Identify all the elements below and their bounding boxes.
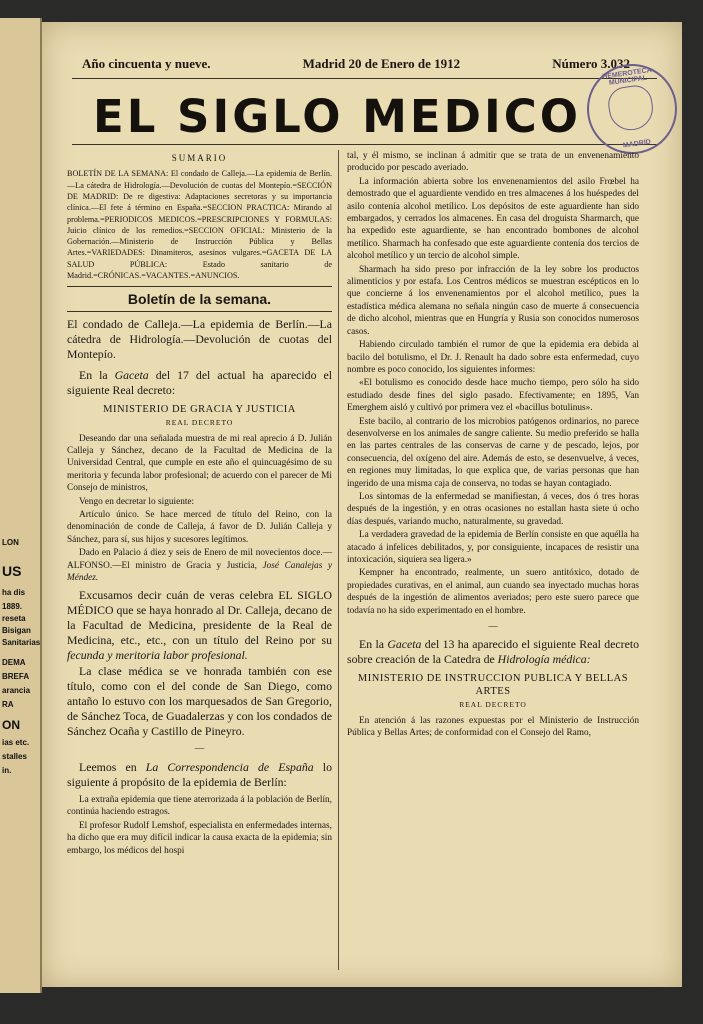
section-subtitle: El condado de Calleja.—La epidemia de Berlín.—La cátedra de Hidrología.—Devolución de cuotas del Montepío. <box>67 316 332 361</box>
divider <box>72 78 657 79</box>
year-label: Año cincuenta y nueve. <box>82 56 211 71</box>
section-heading: Boletín de la semana. <box>127 291 272 308</box>
column-right: tal, y él mismo, se inclinan á admitir que se trata de un envenenamiento producido por pescado averiado. La información abierta sobre los envenenamientos del asilo Frœbel ha demostrado que el aguardiente vendido en tres almacenes á los huéspedes del asilo contenía alcohol metílico. Los depósitos de este aguardiente han sido embargados, y cerrados los almacenes. En casa del droguista Sharmarch, que ha expedido este aguardiente, se han encontrado bombones de alcohol metílico. Sharmach ha confesado que este aguardiente contenía dos tercios de alcohol metílico y un tercio de alcohol simple. Sharmach ha sido preso por infracción de la ley sobre los productos alimenticios y por estafa. Los Centros médicos se muestran escépticos en lo que concierne á los envenenamientos por el alcohol metílico, pues la estadística médica alemana no señala ningún caso de muerte á consecuencia de dicho alcohol, mientras que en Hungría y Rusia son conocidos numerosos casos. Habiendo circulado también el rumor de que la epidemia era debida al bacilo del botulismo, el Dr. J. Renault ha dado sobre esta enfermedad, cuyo nombre es poco conocido, los siguientes informes: «El botulismo es conocido desde hace mucho tiempo, pero sólo ha sido estudiado desde fines del siglo pasado. Efectivamente; en 1895, Van Emerghem aisló y cultivó por primera vez el «bacillus botulinus». Este bacilo, al contrario de los microbios patógenos ordinarios, no parece desenvolverse en los animales de sangre caliente. Su medio preferido se halla en las partes centrales de las conservas de carne y de pescado, lejos, por consecuencia, del oxígeno del aire. Además de esto, se desenvuelve, á veces, en regiones muy limitadas, lo que explica que, de varias personas que han ingerido de una misma caja de conserva, no todas se hayan contagiado. Los síntomas de la enfermedad se manifiestan, á veces, dos ó tres horas después de la ingestión, y en otras ocasiones no estallan hasta siete ú ocho días después, variando mucho, naturalmente, su gravedad. La verdadera gravedad de la epidemia de Berlín consiste en que aquélla ha atacado á infelices debilitados, y, por consiguiente, incapaces de resistir una intoxicación, siquiera sea ligera.» Kempner ha encontrado, realmente, un suero antitóxico, dotado de propiedades curativas, en el animal, aun cuando sea inyectado muchas horas después de la ingestión de alimentos averiados; pero este suero parece que todavía no ha sido experimentado en el hombre. — En la Gaceta del 13 ha aparecido el siguiente Real decreto sobre creación de la Catedra de Hidrología médica: MINISTERIO DE INSTRUCCION PUBLICA Y BELLAS ARTES REAL DECRETO En atención á las razones expuestas por el Ministerio de Instrucción Pública y Bellas Artes; de conformidad con el Consejo del Ramo, <box>347 151 639 739</box>
fragment: stalles <box>2 752 27 761</box>
divider <box>67 311 332 312</box>
summary-title: SUMARIO <box>171 153 228 163</box>
fragment: US <box>2 563 22 579</box>
masthead-info <box>82 56 630 72</box>
fragment: Bisigan <box>2 626 31 635</box>
fragment: LON <box>2 538 19 547</box>
fragment: BREFA <box>2 672 30 681</box>
summary-text: BOLETÍN DE LA SEMANA: El condado de Calleja.—La epidemia de Berlín.—La cátedra de Hidrología.—Devolución de cuotas del Montepío.=SECCIÓN DE MADRID: De re digestiva: Adaptaciones secretoras y su importancia clínica.—El fete á término en España.=SECCION PRACTICA: Mirando al problema.=PERIODICOS MEDICOS.=PRESCRIPCIONES Y FORMULAS: Juicio clínico de los remedios.=SECCION OFICIAL: Ministerio de la Gobernación.—Ministerio de Instrucción Pública y Bellas Artes.=VARIEDADES: Dinamiteros, asesinos vulgares.=GACETA DE LA SALUD PÚBLICA: Estado sanitario de Madrid.=CRÓNICAS.=VACANTES.=ANUNCIOS. <box>67 169 332 281</box>
paragraph: En la Gaceta del 13 ha aparecido el siguiente Real decreto sobre creación de la Catedra de Hidrología médica: <box>347 637 639 667</box>
fragment: reseta <box>2 614 26 623</box>
adjacent-page-strip <box>0 18 42 993</box>
fragment: ias etc. <box>2 738 30 747</box>
column-left: SUMARIO BOLETÍN DE LA SEMANA: El condado de Calleja.—La epidemia de Berlín.—La cátedra de Hidrología.—Devolución de cuotas del Montepío.=SECCIÓN DE MADRID: De re digestiva: Adaptaciones secretoras y su importancia clínica.—El fete á término en España.=SECCION PRACTICA: Mirando al problema.=PERIODICOS MEDICOS.=PRESCRIPCIONES Y FORMULAS: Juicio clínico de los remedios.=SECCION OFICIAL: Ministerio de la Gobernación.—Ministerio de Instrucción Pública y Bellas Artes.=VARIEDADES: Dinamiteros, asesinos vulgares.=GACETA DE LA SALUD PÚBLICA: Estado sanitario de Madrid.=CRÓNICAS.=VACANTES.=ANUNCIOS. Boletín de la semana. El condado de Calleja.—La epidemia de Berlín.—La cátedra de Hidrología.—Devolución de cuotas del Montepío. En la Gaceta del 17 del actual ha aparecido el siguiente Real decreto: MINISTERIO DE GRACIA Y JUSTICIA REAL DECRETO Deseando dar una señalada muestra de mi real aprecio á D. Julián Calleja y Sánchez, decano de la Facultad de Medicina de la Universidad Central, que cumple en este año el quincuagésimo de su meritoria y fecunda labor profesional; de acuerdo con el parecer de Mi Consejo de ministros, Vengo en decretar lo siguiente: Artículo único. Se hace merced de título del Reino, con la denominación de conde de Calleja, á favor de D. Julián Calleja y Sánchez, para sí, sus hijos y sucesores legítimos. Dado en Palacio á diez y seis de Enero de mil novecientos doce.—ALFONSO.—El ministro de Gracia y Justicia, José Canalejas y Méndez. Excusamos decir cuán de veras celebra EL SIGLO MÉDICO que se haya honrado al Dr. Calleja, decano de la Facultad de Medicina, presidente de la Real de Medicina, etc., etc., con un título del Reino por su fecunda y meritoria labor profesional. La clase médica se ve honrada también con ese título, como con el del conde de San Diego, como antaño lo estuvo con los marquesados de San Gregorio, de Sánchez Toca, de Guadalerzas y con los condados de Sánchez Ocaña y Castillo de Pineyro. — Leemos en La Correspondencia de España lo siguiente á propósito de la epidemia de Berlín: La extraña epidemia que tiene aterrorizada á la población de Berlín, continúa haciendo estragos. El profesor Rudolf Lemshof, especialista en enfermedades internas, ha dicho que era muy difícil indicar la causa exacta de la epidemia; sin embargo, los médicos del hospi <box>67 153 333 856</box>
fragment: RA <box>2 700 14 709</box>
paragraph: Excusamos decir cuán de veras celebra EL SIGLO MÉDICO que se haya honrado al Dr. Calleja, decano de la Facultad de Medicina, presidente de la Real de Medicina, etc., etc., con un título del Reino por su fecunda y meritoria labor profesional. La clase médica se ve honrada también con ese título, como con el del conde de San Diego, como antaño lo estuvo con los marquesados de San Gregorio, de Sánchez Toca, de Guadalerzas y con los condados de Sánchez Ocaña y Castillo de Pineyro. <box>67 588 333 739</box>
paragraph: En la Gaceta del 17 del actual ha aparecido el siguiente Real decreto: <box>67 367 332 397</box>
article-body: tal, y él mismo, se inclinan á admitir que se trata de un envenenamiento producido por pescado averiado. La información abierta sobre los envenenamientos del asilo Frœbel ha demostrado que el aguardiente vendido en tres almacenes á los huéspedes del asilo contenía alcohol metílico. Los depósitos de este aguardiente han sido embargados, y cerrados los almacenes. En casa del droguista Sharmarch, que ha expedido este aguardiente, se han encontrado bombones de alcohol metílico. Sharmach ha confesado que este aguardiente contenía dos tercios de alcohol metílico y un tercio de alcohol simple. Sharmach ha sido preso por infracción de la ley sobre los productos alimenticios y por estafa. Los Centros médicos se muestran escépticos en lo que concierne á los envenenamientos por el alcohol metílico, pues la estadística médica alemana no señala ningún caso de muerte á consecuencia de dicho alcohol, mientras que en Hungría y Rusia son conocidos numerosos casos. Habiendo circulado también el rumor de que la epidemia era debida al bacilo del botulismo, el Dr. J. Renault ha dado sobre esta enfermedad, cuyo nombre es poco conocido, los siguientes informes: «El botulismo es conocido desde hace mucho tiempo, pero sólo ha sido estudiado desde fines del siglo pasado. Efectivamente; en 1895, Van Emerghem aisló y cultivó por primera vez el «bacillus botulinus». Este bacilo, al contrario de los microbios patógenos ordinarios, no parece desenvolverse en los animales de sangre caliente. Su medio preferido se halla en las partes centrales de las conservas de carne y de pescado, lejos, por consecuencia, del oxígeno del aire. Además de esto, se desenvuelve, á veces, en regiones muy limitadas, lo que explica que, de varias personas que han ingerido de una misma caja de conserva, no todas se hayan contagiado. Los síntomas de la enfermedad se manifiestan, á veces, dos ó tres horas después de la ingestión, y en otras ocasiones no estallan hasta siete ú ocho días después, variando mucho, naturalmente, su gravedad. La verdadera gravedad de la epidemia de Berlín consiste en que aquélla ha atacado á infelices debilitados, y, por consiguiente, incapaces de resistir una intoxicación, siquiera sea ligera.» Kempner ha encontrado, realmente, un suero antitóxico, dotado de propiedades curativas, en el animal, aun cuando sea inyectado muchas horas después de la ingestión de alimentos averiados; pero este suero parece que todavía no ha sido experimentado en el hombre. <box>347 151 639 616</box>
fragment: 1889. <box>2 602 23 611</box>
decree-text: Deseando dar una señalada muestra de mi real aprecio á D. Julián Calleja y Sánchez, decano de la Facultad de Medicina de la Universidad Central, que cumple en este año el quincuagésimo de su meritoria y fecunda labor profesional; de acuerdo con el parecer de Mi Consejo de ministros, Vengo en decretar lo siguiente: Artículo único. Se hace merced de título del Reino, con la denominación de conde de Calleja, á favor de D. Julián Calleja y Sánchez, para sí, sus hijos y sucesores legítimos. Dado en Palacio á diez y seis de Enero de mil novecientos doce.—ALFONSO.—El ministro de Gracia y Justicia, José Canalejas y Méndez. <box>67 433 332 584</box>
decree-label: REAL DECRETO <box>165 418 234 428</box>
ministry-heading: MINISTERIO DE INSTRUCCION PUBLICA Y BELLAS ARTES <box>357 673 629 697</box>
issue-number: Número 3.032 <box>552 56 630 71</box>
newspaper-page <box>42 22 682 987</box>
fragment: Sanitarias <box>2 638 41 647</box>
fragment: in. <box>2 766 12 775</box>
date-label: Madrid 20 de Enero de 1912 <box>302 56 461 71</box>
library-stamp: HEMEROTECA MUNICIPAL MADRID <box>581 58 683 160</box>
ministry-heading: MINISTERIO DE GRACIA Y JUSTICIA <box>103 403 296 415</box>
crest-icon <box>606 83 656 133</box>
divider <box>72 144 657 145</box>
decree-label: REAL DECRETO <box>459 700 527 710</box>
fragment: ON <box>2 718 20 732</box>
column-divider <box>338 150 339 970</box>
decree-text: En atención á las razones expuestas por el Ministerio de Instrucción Pública y Bellas Artes; de conformidad con el Consejo del Ramo, <box>347 715 639 739</box>
fragment: DEMA <box>2 658 26 667</box>
paragraph: Leemos en La Correspondencia de España lo siguiente á propósito de la epidemia de Berlín: <box>67 759 332 789</box>
newspaper-title: EL SIGLO MEDICO <box>92 90 582 143</box>
divider <box>67 286 332 287</box>
fragment: ha dis <box>2 588 26 597</box>
quote-text: La extraña epidemia que tiene aterrorizada á la población de Berlín, continúa haciendo estragos. El profesor Rudolf Lemshof, especialista en enfermedades internas, ha dicho que era muy difícil indicar la causa exacta de la epidemia; sin embargo, los médicos del hospi <box>67 794 332 856</box>
fragment: arancia <box>2 686 31 695</box>
